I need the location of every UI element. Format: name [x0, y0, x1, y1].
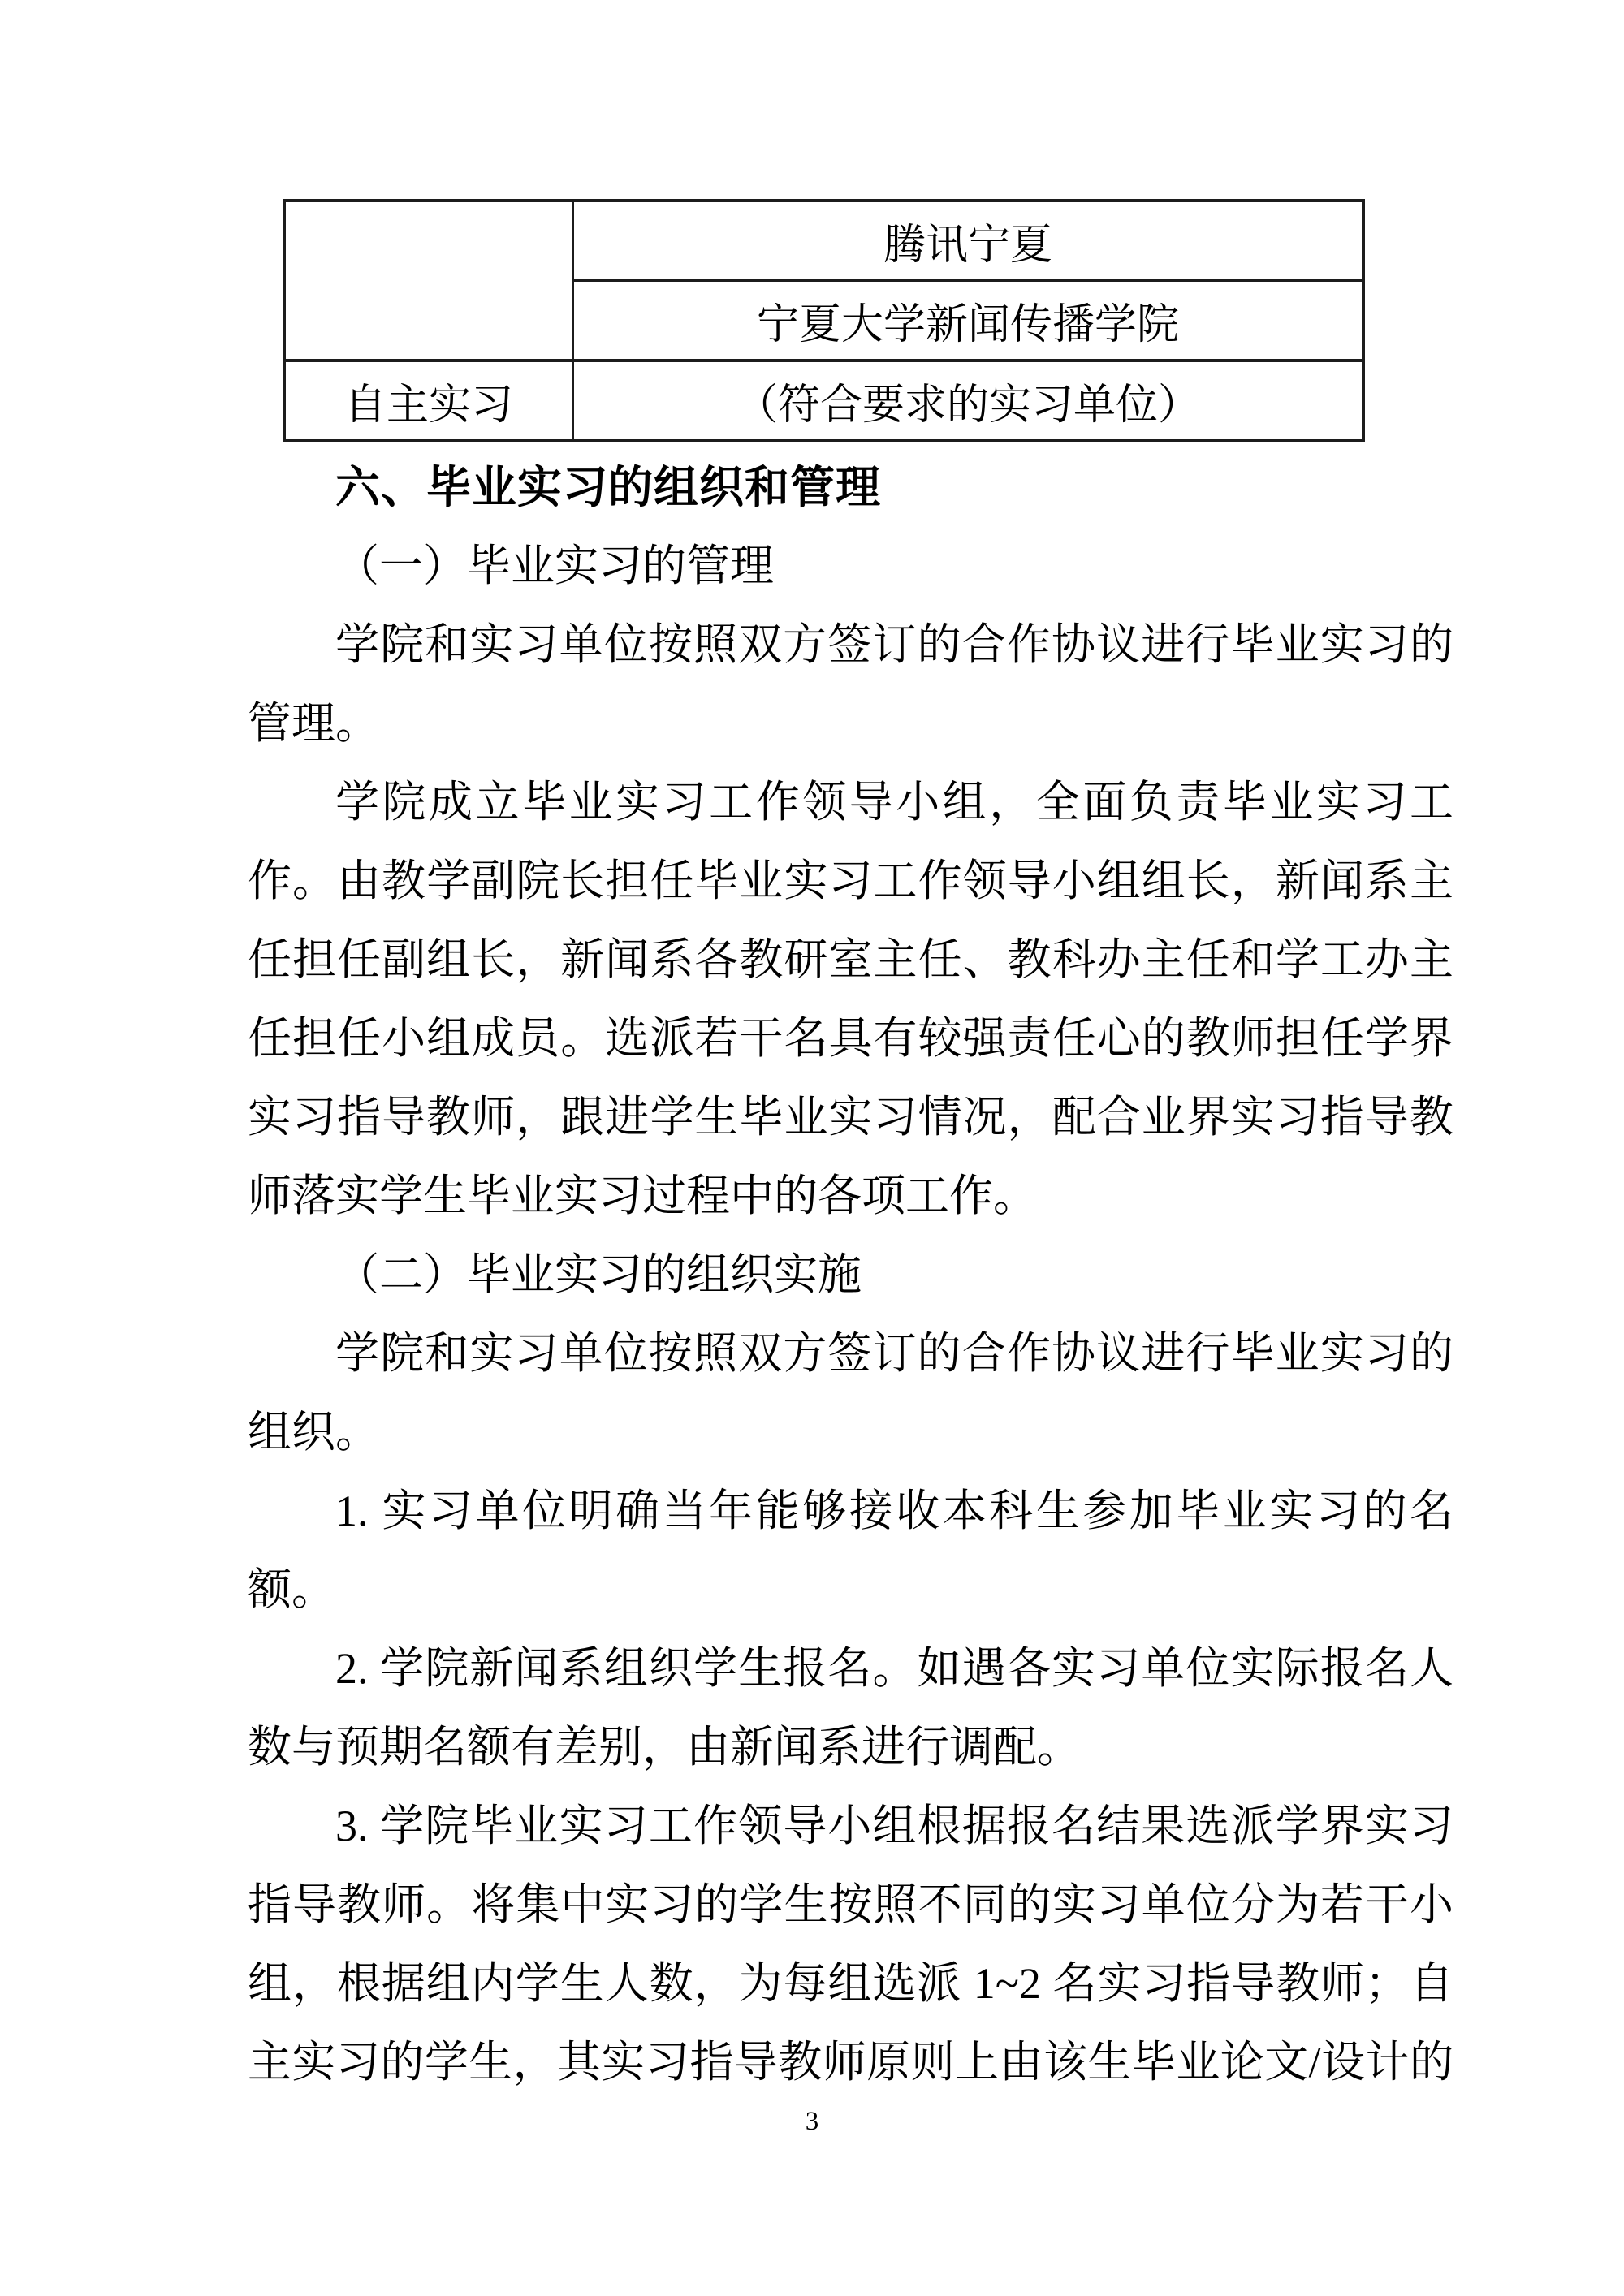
- table-cell-left-merged: [284, 201, 573, 360]
- body-line: 1. 实习单位明确当年能够接收本科生参加毕业实习的名: [335, 1487, 1453, 1535]
- body-line: 作。由教学副院长担任毕业实习工作领导小组组长，新闻系主: [248, 857, 1453, 905]
- table-cell-unit-tencent: 腾讯宁夏: [573, 201, 1364, 281]
- subsection-heading-2: （二）毕业实习的组织实施: [335, 1250, 862, 1299]
- table-cell-qualified-unit: （符合要求的实习单位）: [573, 360, 1364, 441]
- subsection-heading-1: （一）毕业实习的管理: [335, 542, 774, 590]
- internship-table: [283, 199, 1365, 442]
- body-line: 师落实学生毕业实习过程中的各项工作。: [248, 1172, 1037, 1220]
- section-heading: 六、毕业实习的组织和管理: [335, 462, 882, 512]
- body-line: 任担任小组成员。选派若干名具有较强责任心的教师担任学界: [248, 1014, 1453, 1063]
- body-line: 学院成立毕业实习工作领导小组，全面负责毕业实习工: [335, 778, 1453, 826]
- body-line: 额。: [248, 1565, 335, 1614]
- table-row: [284, 201, 1363, 281]
- body-line: 主实习的学生，其实习指导教师原则上由该生毕业论文/设计的: [248, 2038, 1453, 2087]
- table-cell-unit-nxu-journalism: 宁夏大学新闻传播学院: [573, 281, 1364, 361]
- body-line: 2. 学院新闻系组织学生报名。如遇各实习单位实际报名人: [335, 1644, 1453, 1693]
- body-line: 任担任副组长，新闻系各教研室主任、教科办主任和学工办主: [248, 935, 1453, 984]
- body-line: 学院和实习单位按照双方签订的合作协议进行毕业实习的: [335, 620, 1453, 669]
- document-body: [248, 448, 1453, 2102]
- body-line: 学院和实习单位按照双方签订的合作协议进行毕业实习的: [335, 1329, 1453, 1378]
- body-line: 管理。: [248, 699, 379, 748]
- body-line: 组织。: [248, 1408, 379, 1457]
- body-line: 3. 学院毕业实习工作领导小组根据报名结果选派学界实习: [335, 1802, 1453, 1850]
- body-line: 实习指导教师，跟进学生毕业实习情况，配合业界实习指导教: [248, 1093, 1453, 1142]
- table-row: [284, 360, 1363, 441]
- body-line: 指导教师。将集中实习的学生按照不同的实习单位分为若干小: [248, 1880, 1453, 1929]
- body-line: 组，根据组内学生人数，为每组选派 1~2 名实习指导教师；自: [248, 1959, 1453, 2008]
- page-number: 3: [805, 2107, 819, 2136]
- body-line: 数与预期名额有差别，由新闻系进行调配。: [248, 1723, 1081, 1772]
- table-cell-self-internship: 自主实习: [284, 360, 573, 441]
